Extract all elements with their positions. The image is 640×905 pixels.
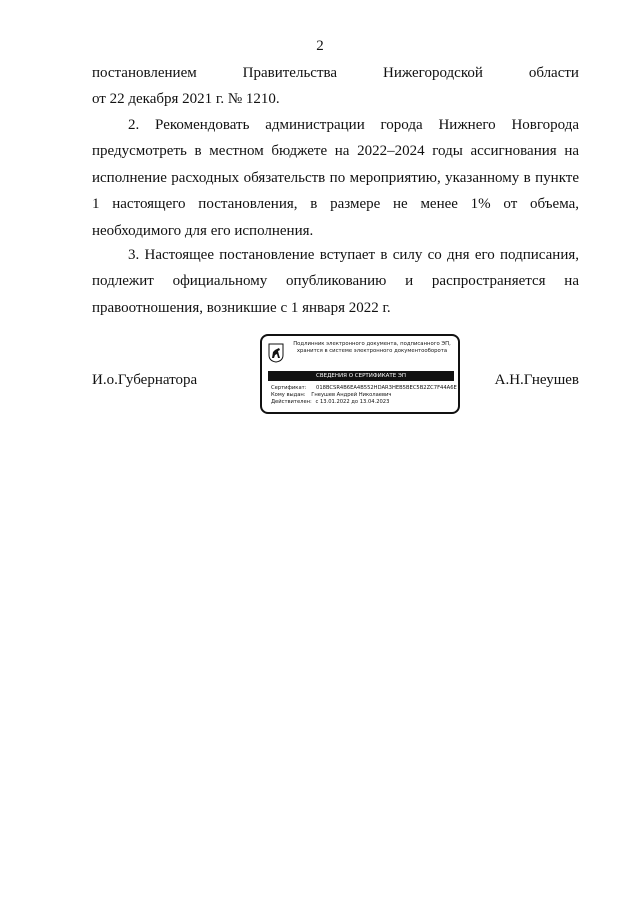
word: постановлением (92, 65, 197, 81)
paragraph-2 (92, 112, 579, 244)
paragraph-3-line: подлежит официальному опубликованию и распространяется на (92, 273, 579, 290)
certificate-label: Сертификат: (271, 385, 307, 391)
paragraph-3-line: правоотношения, возникшие с 1 января 2022 г. (92, 299, 391, 316)
paragraph-1-line-1 (92, 60, 579, 86)
electronic-signature-stamp (260, 334, 460, 414)
paragraph-2-line: исполнение расходных обязательств по мероприятию, указанному в пункте (92, 169, 579, 186)
issued-to-value: Гнеушев Андрей Николаевич (311, 392, 392, 399)
stamp-header-line: Подлинник электронного документа, подписанного ЭП, (293, 341, 451, 347)
stamp-header-line: хранится в системе электронного документооборота (296, 348, 448, 354)
nizhny-novgorod-coat-of-arms-icon (268, 343, 284, 363)
paragraph-2-line: предусмотреть в местном бюджете на 2022–2024 годы ассигнования на (92, 143, 579, 160)
valid-label: Действителен: (271, 399, 312, 406)
word: Правительства (242, 65, 338, 81)
stamp-header (288, 341, 456, 355)
stamp-title-bar: СВЕДЕНИЯ О СЕРТИФИКАТЕ ЭП (268, 371, 454, 381)
word: Нижегородской (383, 65, 483, 81)
word: области (528, 65, 579, 81)
valid-value: с 13.01.2022 до 13.04.2023 (315, 399, 390, 406)
stamp-details (271, 385, 457, 407)
certificate-value: 018BCSR4B6EA4B552HDAR3HEB5BEC5B2ZC7F44A6E (316, 385, 457, 391)
paragraph-3 (92, 242, 579, 321)
valid-row (271, 399, 457, 406)
paragraph-3-line: 3. Настоящее постановление вступает в силу со дня его подписания, (128, 247, 579, 263)
paragraph-1-line-2: от 22 декабря 2021 г. № 1210. (92, 91, 280, 108)
signatory-position: И.о.Губернатора (92, 372, 198, 388)
issued-to-label: Кому выдан: (271, 392, 306, 399)
paragraph-1 (92, 60, 579, 113)
paragraph-2-line: 1 настоящего постановления, в размере не менее 1% от объема, (92, 196, 579, 213)
paragraph-2-line: необходимого для его исполнения. (92, 222, 314, 239)
page-number: 2 (316, 38, 324, 54)
signatory-name: А.Н.Гнеушев (494, 372, 579, 388)
paragraph-2-line: 2. Рекомендовать администрации города Нижнего Новгорода (128, 117, 579, 133)
